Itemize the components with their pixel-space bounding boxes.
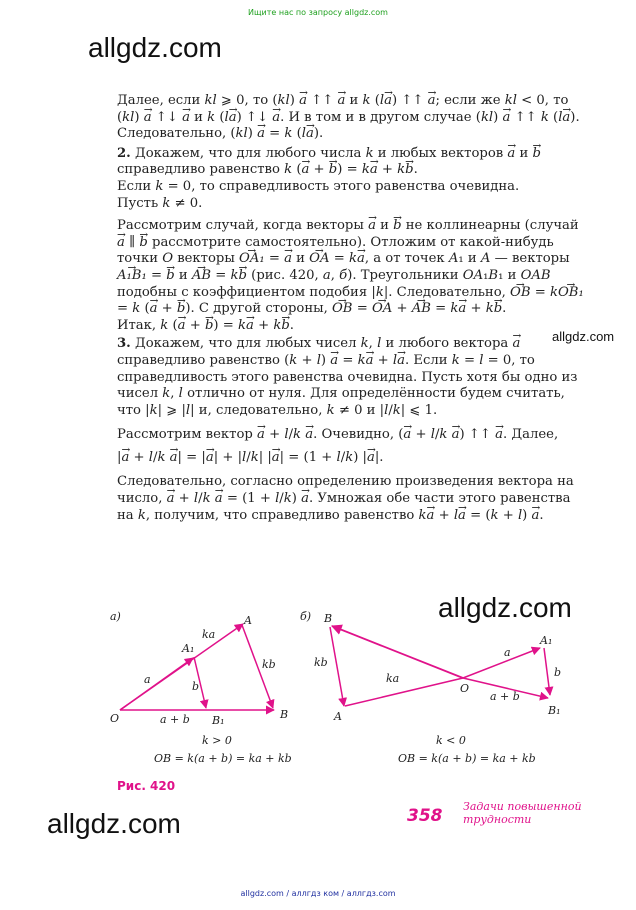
- vector-a-right: [463, 648, 540, 678]
- label-a-right: a: [504, 646, 511, 659]
- watermark-mid: allgdz.com: [552, 329, 615, 344]
- label-ab-right: a + b: [490, 690, 520, 703]
- label-kb-left: kb: [262, 658, 276, 671]
- point-A1-right: A₁: [540, 634, 553, 647]
- para-7: Итак, k (→ a + → b) = k→ a + k→ b.: [117, 318, 585, 335]
- para-2: Следовательно, (kl) → a = k (l→ a).: [117, 126, 585, 143]
- formula-left: OB = k(a + b) = ka + kb: [154, 752, 292, 765]
- fig-right-tag: б): [300, 610, 312, 623]
- figure-right: [300, 610, 561, 765]
- label-a-left: a: [144, 673, 151, 686]
- page-number: 358: [407, 806, 443, 826]
- point-B-left: B: [280, 708, 289, 721]
- label-ka-left: ka: [202, 628, 216, 641]
- point-A-right: A: [334, 710, 342, 723]
- condition-right: k < 0: [436, 734, 466, 747]
- point-A-left: A: [244, 614, 252, 627]
- point-B1-right: B₁: [548, 704, 561, 717]
- label-b-left: b: [192, 680, 200, 693]
- formula-right: OB = k(a + b) = ka + kb: [398, 752, 536, 765]
- segment-AO-right: [345, 678, 463, 706]
- figure-left: [110, 610, 292, 765]
- fig-left-tag: а): [110, 610, 121, 623]
- figure-420: [108, 600, 588, 770]
- para-9: Рассмотрим вектор → a + l/k → a. Очевидно, (→ a + l/k → a) ↑↑ → a. Далее,: [117, 427, 585, 444]
- vector-b-right: [544, 648, 550, 695]
- para-11: Следовательно, согласно определению произведения вектора на число, → a + l/k → a = (1 + l/k) → a. Умножая обе части этого равенства на k, получим, что справедливо равенство k→ a + l→ a = (k + l) → a.: [117, 474, 585, 524]
- page-body: [117, 93, 585, 524]
- watermark-figure: allgdz.com: [438, 592, 572, 623]
- section-title: Задачи повышенной трудности: [463, 800, 582, 826]
- point-A1-left: A₁: [182, 642, 195, 655]
- footer-links: allgdz.com / аллгдз ком / аллгдз.com: [240, 889, 396, 898]
- para-5: Пусть k ≠ 0.: [117, 195, 203, 211]
- point-B1-left: B₁: [212, 714, 225, 727]
- vector-ka-right: [332, 626, 463, 678]
- para-3: 2. Докажем, что для любого числа k и любых векторов → a и → b справедливо равенство k (→ a + → b) = k→ a + k→ b.: [117, 146, 585, 179]
- figure-caption: Рис. 420: [117, 779, 176, 793]
- label-ka-right: ka: [386, 672, 400, 685]
- vector-kb-right: [330, 627, 344, 706]
- point-O-right: O: [460, 682, 470, 695]
- top-search-note: Ищите нас по запросу allgdz.com: [248, 8, 388, 17]
- para-1: Далее, если kl ⩾ 0, то (kl) → a ↑↑ → a и k (l→ a) ↑↑ → a; если же kl < 0, то (kl) → a ↑↓ → a и k (l→ a) ↑↓ → a. И в том и в другом случае (kl) → a ↑↑ k (l→ a).: [117, 93, 585, 126]
- para-6: Рассмотрим случай, когда векторы → a и → b не коллинеарны (случай → a ∥ → b рассмотрите самостоятельно). Отложим от какой-нибудь точки O векторы → OA₁ = → a и → OA = k→ a, а от точек A₁ и A — векторы → A₁B₁ = → b и → AB = k→ b (рис. 420, а, б). Треугольники OA₁B₁ и OAB подобны с коэффициентом подобия |k|. Следовательно, → OB = k→ OB₁ = k (→ a + → b). С другой стороны, → OB = → OA + → AB = k→ a + k→ b.: [117, 218, 585, 318]
- label-kb-right: kb: [314, 656, 328, 669]
- para-10: |→ a + l/k → a| = |→ a| + |l/k| |→ a| = (1 + l/k) |→ a|.: [117, 450, 585, 467]
- para-4: Если k = 0, то справедливость этого равенства очевидна.: [117, 178, 520, 194]
- watermark-bottom: allgdz.com: [47, 808, 181, 839]
- point-O-left: O: [110, 712, 120, 725]
- para-8: 3. Докажем, что для любых чисел k, l и любого вектора → a справедливо равенство (k + l) → a = k→ a + l→ a. Если k = l = 0, то справедливость этого равенства очевидна. Пусть хотя бы одно из чисел k, l отлично от нуля. Для определённости будем считать, что |k| ⩾ |l| и, следовательно, k ≠ 0 и |l/k| ⩽ 1.: [117, 336, 585, 419]
- label-ab-left: a + b: [160, 713, 190, 726]
- vector-a-left: [120, 658, 193, 710]
- label-b-right: b: [554, 666, 562, 679]
- point-B-right: B: [324, 612, 333, 625]
- watermark-top: allgdz.com: [88, 32, 222, 63]
- condition-left: k > 0: [202, 734, 232, 747]
